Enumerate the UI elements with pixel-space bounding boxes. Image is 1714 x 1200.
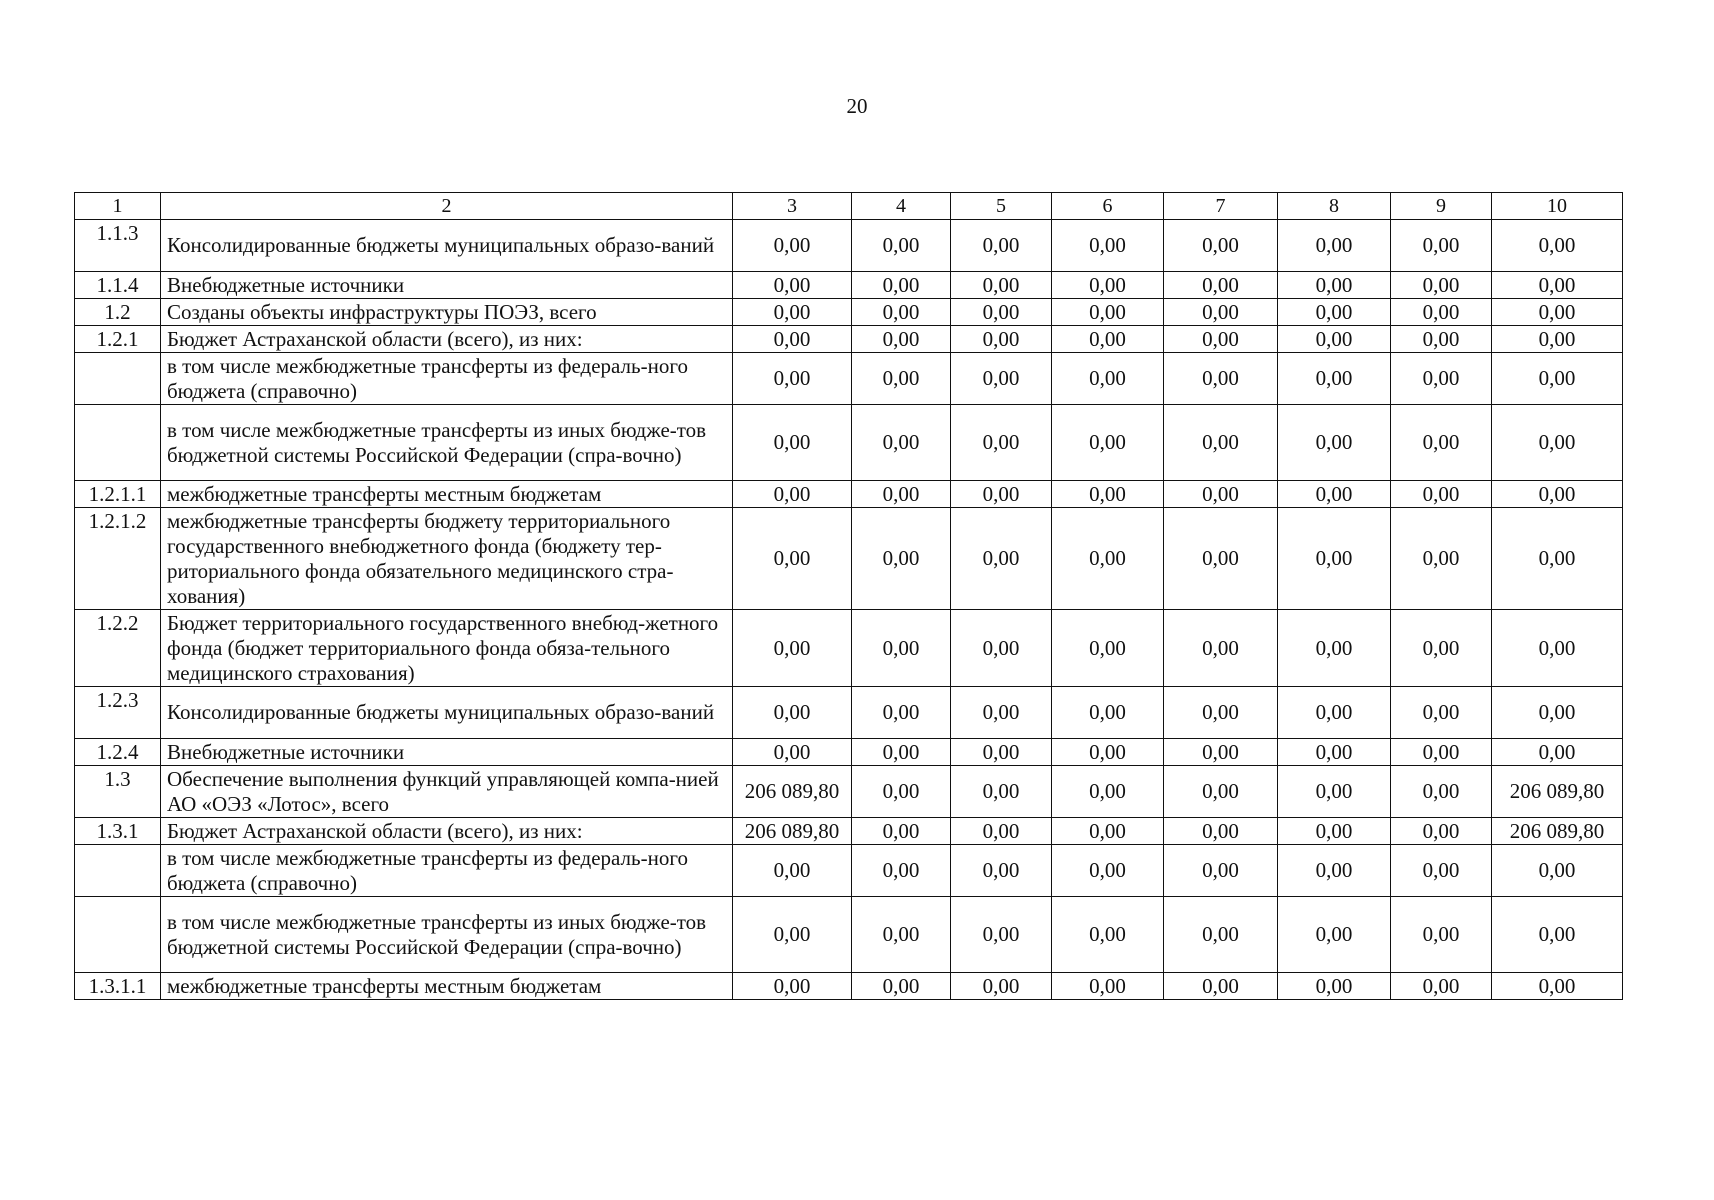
column-header-10: 10	[1492, 193, 1623, 220]
row-value-col-10: 0,00	[1492, 326, 1623, 353]
row-value-col-5: 0,00	[951, 405, 1052, 481]
row-value-col-7: 0,00	[1164, 326, 1278, 353]
table-row	[75, 299, 1623, 326]
column-header-5: 5	[951, 193, 1052, 220]
row-value-col-9: 0,00	[1391, 897, 1492, 973]
row-value-col-4: 0,00	[852, 326, 951, 353]
row-value-col-7: 0,00	[1164, 687, 1278, 739]
row-value-col-8: 0,00	[1278, 739, 1391, 766]
row-name: в том числе межбюджетные трансферты из иных бюдже-тов бюджетной системы Российской Федерации (спра-вочно)	[161, 897, 733, 973]
row-code: 1.2.2	[75, 610, 161, 687]
row-name: Внебюджетные источники	[161, 739, 733, 766]
row-value-col-5: 0,00	[951, 353, 1052, 405]
row-name: межбюджетные трансферты бюджету территориального государственного внебюджетного фонда (бюджету тер-риториального фонда обязательного медицинского стра-хования)	[161, 508, 733, 610]
row-name: межбюджетные трансферты местным бюджетам	[161, 973, 733, 1000]
row-value-col-7: 0,00	[1164, 299, 1278, 326]
row-value-col-8: 0,00	[1278, 610, 1391, 687]
row-value-col-10: 206 089,80	[1492, 818, 1623, 845]
row-value-col-5: 0,00	[951, 845, 1052, 897]
table-row	[75, 405, 1623, 481]
header-row	[75, 193, 1623, 220]
row-value-col-6: 0,00	[1052, 818, 1164, 845]
row-value-col-4: 0,00	[852, 353, 951, 405]
row-value-col-3: 0,00	[733, 687, 852, 739]
column-header-1: 1	[75, 193, 161, 220]
row-value-col-6: 0,00	[1052, 845, 1164, 897]
row-name: Консолидированные бюджеты муниципальных образо-ваний	[161, 220, 733, 272]
row-value-col-9: 0,00	[1391, 272, 1492, 299]
row-value-col-8: 0,00	[1278, 299, 1391, 326]
row-code: 1.2.1	[75, 326, 161, 353]
row-name: Консолидированные бюджеты муниципальных образо-ваний	[161, 687, 733, 739]
row-value-col-5: 0,00	[951, 739, 1052, 766]
row-value-col-8: 0,00	[1278, 973, 1391, 1000]
column-header-9: 9	[1391, 193, 1492, 220]
row-code	[75, 845, 161, 897]
row-code: 1.3	[75, 766, 161, 818]
row-value-col-3: 0,00	[733, 610, 852, 687]
column-header-2: 2	[161, 193, 733, 220]
row-value-col-3: 0,00	[733, 353, 852, 405]
row-value-col-6: 0,00	[1052, 481, 1164, 508]
row-code: 1.2	[75, 299, 161, 326]
row-value-col-5: 0,00	[951, 610, 1052, 687]
row-value-col-4: 0,00	[852, 973, 951, 1000]
row-code: 1.2.4	[75, 739, 161, 766]
row-value-col-8: 0,00	[1278, 405, 1391, 481]
row-value-col-9: 0,00	[1391, 405, 1492, 481]
row-value-col-4: 0,00	[852, 405, 951, 481]
row-value-col-4: 0,00	[852, 687, 951, 739]
row-code: 1.2.3	[75, 687, 161, 739]
row-value-col-3: 0,00	[733, 845, 852, 897]
row-value-col-9: 0,00	[1391, 326, 1492, 353]
table-row	[75, 739, 1623, 766]
row-value-col-5: 0,00	[951, 766, 1052, 818]
table-row	[75, 973, 1623, 1000]
row-value-col-6: 0,00	[1052, 299, 1164, 326]
table-row	[75, 326, 1623, 353]
row-value-col-6: 0,00	[1052, 508, 1164, 610]
row-value-col-3: 0,00	[733, 405, 852, 481]
row-value-col-4: 0,00	[852, 220, 951, 272]
row-value-col-9: 0,00	[1391, 610, 1492, 687]
row-value-col-3: 0,00	[733, 897, 852, 973]
row-value-col-9: 0,00	[1391, 687, 1492, 739]
row-value-col-6: 0,00	[1052, 739, 1164, 766]
row-value-col-4: 0,00	[852, 897, 951, 973]
row-value-col-6: 0,00	[1052, 353, 1164, 405]
row-value-col-8: 0,00	[1278, 481, 1391, 508]
table-row	[75, 687, 1623, 739]
row-name: Бюджет Астраханской области (всего), из них:	[161, 818, 733, 845]
row-value-col-7: 0,00	[1164, 405, 1278, 481]
row-value-col-4: 0,00	[852, 272, 951, 299]
row-value-col-9: 0,00	[1391, 845, 1492, 897]
row-name: Обеспечение выполнения функций управляющей компа-нией АО «ОЭЗ «Лотос», всего	[161, 766, 733, 818]
row-value-col-4: 0,00	[852, 845, 951, 897]
row-value-col-8: 0,00	[1278, 508, 1391, 610]
table-row	[75, 766, 1623, 818]
row-value-col-5: 0,00	[951, 687, 1052, 739]
row-value-col-5: 0,00	[951, 272, 1052, 299]
row-value-col-7: 0,00	[1164, 845, 1278, 897]
row-name: Созданы объекты инфраструктуры ПОЭЗ, всего	[161, 299, 733, 326]
row-value-col-7: 0,00	[1164, 818, 1278, 845]
row-value-col-3: 0,00	[733, 973, 852, 1000]
row-value-col-3: 206 089,80	[733, 818, 852, 845]
row-value-col-10: 0,00	[1492, 272, 1623, 299]
row-name: в том числе межбюджетные трансферты из федераль-ного бюджета (справочно)	[161, 845, 733, 897]
row-value-col-9: 0,00	[1391, 739, 1492, 766]
row-value-col-10: 0,00	[1492, 845, 1623, 897]
row-code	[75, 353, 161, 405]
table-row	[75, 353, 1623, 405]
row-value-col-8: 0,00	[1278, 353, 1391, 405]
row-value-col-7: 0,00	[1164, 739, 1278, 766]
row-value-col-7: 0,00	[1164, 220, 1278, 272]
row-value-col-6: 0,00	[1052, 220, 1164, 272]
row-value-col-10: 0,00	[1492, 508, 1623, 610]
row-value-col-3: 0,00	[733, 508, 852, 610]
row-value-col-8: 0,00	[1278, 897, 1391, 973]
row-name: Внебюджетные источники	[161, 272, 733, 299]
row-value-col-3: 0,00	[733, 326, 852, 353]
row-value-col-7: 0,00	[1164, 897, 1278, 973]
row-name: межбюджетные трансферты местным бюджетам	[161, 481, 733, 508]
row-value-col-10: 0,00	[1492, 610, 1623, 687]
row-code: 1.1.3	[75, 220, 161, 272]
row-value-col-10: 0,00	[1492, 687, 1623, 739]
row-value-col-5: 0,00	[951, 220, 1052, 272]
row-value-col-6: 0,00	[1052, 973, 1164, 1000]
row-value-col-6: 0,00	[1052, 405, 1164, 481]
row-value-col-7: 0,00	[1164, 353, 1278, 405]
row-value-col-6: 0,00	[1052, 766, 1164, 818]
row-value-col-3: 0,00	[733, 299, 852, 326]
row-value-col-4: 0,00	[852, 610, 951, 687]
row-value-col-5: 0,00	[951, 299, 1052, 326]
row-value-col-7: 0,00	[1164, 508, 1278, 610]
column-header-3: 3	[733, 193, 852, 220]
table-row	[75, 272, 1623, 299]
row-value-col-8: 0,00	[1278, 845, 1391, 897]
row-name: в том числе межбюджетные трансферты из федераль-ного бюджета (справочно)	[161, 353, 733, 405]
page-number: 20	[846, 94, 868, 118]
column-header-8: 8	[1278, 193, 1391, 220]
row-value-col-9: 0,00	[1391, 353, 1492, 405]
row-value-col-8: 0,00	[1278, 687, 1391, 739]
row-value-col-4: 0,00	[852, 739, 951, 766]
table-row	[75, 610, 1623, 687]
table-row	[75, 897, 1623, 973]
row-value-col-8: 0,00	[1278, 272, 1391, 299]
row-value-col-9: 0,00	[1391, 508, 1492, 610]
row-value-col-8: 0,00	[1278, 220, 1391, 272]
row-value-col-4: 0,00	[852, 481, 951, 508]
row-value-col-5: 0,00	[951, 818, 1052, 845]
row-value-col-10: 0,00	[1492, 299, 1623, 326]
row-value-col-3: 206 089,80	[733, 766, 852, 818]
row-value-col-9: 0,00	[1391, 220, 1492, 272]
row-value-col-10: 0,00	[1492, 405, 1623, 481]
row-value-col-6: 0,00	[1052, 897, 1164, 973]
row-code	[75, 405, 161, 481]
row-value-col-3: 0,00	[733, 739, 852, 766]
row-value-col-6: 0,00	[1052, 272, 1164, 299]
row-value-col-8: 0,00	[1278, 326, 1391, 353]
row-value-col-7: 0,00	[1164, 610, 1278, 687]
row-code: 1.3.1.1	[75, 973, 161, 1000]
row-value-col-3: 0,00	[733, 272, 852, 299]
row-code: 1.2.1.2	[75, 508, 161, 610]
row-value-col-5: 0,00	[951, 973, 1052, 1000]
row-code: 1.2.1.1	[75, 481, 161, 508]
row-name: Бюджет территориального государственного внебюд-жетного фонда (бюджет территориального фонда обяза-тельного медицинского страхования)	[161, 610, 733, 687]
row-code: 1.3.1	[75, 818, 161, 845]
column-header-7: 7	[1164, 193, 1278, 220]
row-value-col-10: 0,00	[1492, 353, 1623, 405]
column-header-4: 4	[852, 193, 951, 220]
row-value-col-7: 0,00	[1164, 481, 1278, 508]
row-value-col-9: 0,00	[1391, 818, 1492, 845]
row-value-col-9: 0,00	[1391, 766, 1492, 818]
row-value-col-10: 0,00	[1492, 973, 1623, 1000]
row-value-col-6: 0,00	[1052, 610, 1164, 687]
row-value-col-10: 0,00	[1492, 220, 1623, 272]
row-value-col-4: 0,00	[852, 299, 951, 326]
row-value-col-6: 0,00	[1052, 326, 1164, 353]
row-value-col-10: 0,00	[1492, 897, 1623, 973]
budget-table	[74, 192, 1623, 1000]
row-value-col-5: 0,00	[951, 326, 1052, 353]
row-value-col-4: 0,00	[852, 508, 951, 610]
row-value-col-9: 0,00	[1391, 973, 1492, 1000]
row-name: в том числе межбюджетные трансферты из иных бюдже-тов бюджетной системы Российской Федерации (спра-вочно)	[161, 405, 733, 481]
row-code: 1.1.4	[75, 272, 161, 299]
row-value-col-7: 0,00	[1164, 973, 1278, 1000]
row-value-col-6: 0,00	[1052, 687, 1164, 739]
row-value-col-8: 0,00	[1278, 766, 1391, 818]
row-code	[75, 897, 161, 973]
table-body	[75, 193, 1623, 1000]
table-row	[75, 481, 1623, 508]
table-row	[75, 818, 1623, 845]
row-name: Бюджет Астраханской области (всего), из них:	[161, 326, 733, 353]
row-value-col-5: 0,00	[951, 481, 1052, 508]
row-value-col-10: 206 089,80	[1492, 766, 1623, 818]
row-value-col-10: 0,00	[1492, 739, 1623, 766]
row-value-col-8: 0,00	[1278, 818, 1391, 845]
row-value-col-5: 0,00	[951, 897, 1052, 973]
row-value-col-10: 0,00	[1492, 481, 1623, 508]
row-value-col-4: 0,00	[852, 766, 951, 818]
row-value-col-9: 0,00	[1391, 299, 1492, 326]
row-value-col-9: 0,00	[1391, 481, 1492, 508]
table-row	[75, 508, 1623, 610]
column-header-6: 6	[1052, 193, 1164, 220]
row-value-col-3: 0,00	[733, 481, 852, 508]
row-value-col-7: 0,00	[1164, 272, 1278, 299]
row-value-col-7: 0,00	[1164, 766, 1278, 818]
row-value-col-3: 0,00	[733, 220, 852, 272]
table-row	[75, 220, 1623, 272]
row-value-col-4: 0,00	[852, 818, 951, 845]
row-value-col-5: 0,00	[951, 508, 1052, 610]
table-row	[75, 845, 1623, 897]
